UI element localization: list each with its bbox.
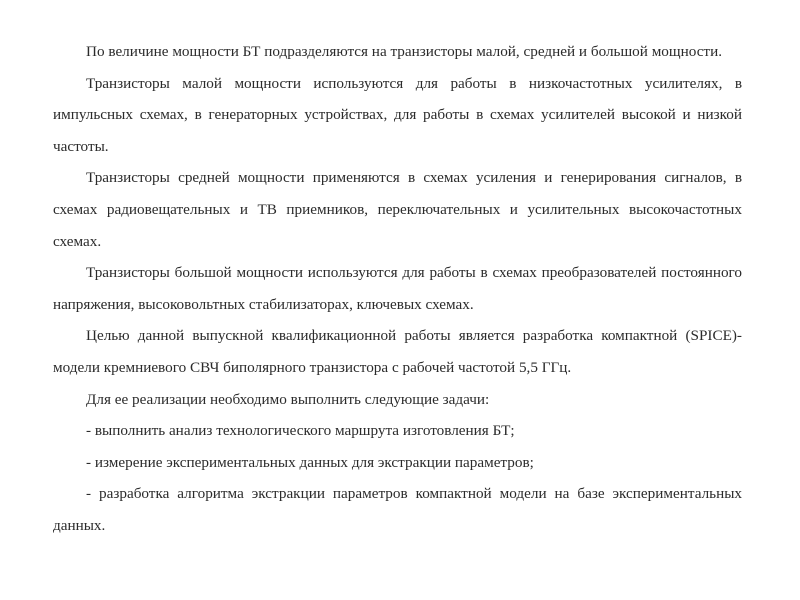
document-body [53,36,742,542]
task-item-measurement: - измерение экспериментальных данных для экстракции параметров; [86,453,534,471]
paragraph-low-power: Транзисторы малой мощности используются для работы в низкочастотных усилителях, в импульсных схемах, в генераторных устройствах, для работы в схемах усилителей высокой и низкой частоты. [53,74,742,155]
paragraph-goal: Целью данной выпускной квалификационной работы является разработка компактной (SPICE)-модели кремниевого СВЧ биполярного транзистора с рабочей частотой 5,5 ГГц. [53,327,742,376]
paragraph-tasks-intro: Для ее реализации необходимо выполнить следующие задачи: [86,390,490,408]
paragraph-power-classification: По величине мощности БТ подразделяются на транзисторы малой, средней и большой мощности. [86,43,722,60]
paragraph-medium-power: Транзисторы средней мощности применяются в схемах усиления и генерирования сигналов, в схемах радиовещательных и ТВ приемников, переключательных и усилительных высокочастотных схемах. [53,169,742,250]
task-item-route-analysis: - выполнить анализ технологического маршрута изготовления БТ; [86,422,515,440]
paragraph-high-power: Транзисторы большой мощности используются для работы в схемах преобразователей постоянного напряжения, высоковольтных стабилизаторах, ключевых схемах. [53,264,742,313]
task-item-algorithm: - разработка алгоритма экстракции параметров компактной модели на базе экспериментальных данных. [53,485,742,534]
